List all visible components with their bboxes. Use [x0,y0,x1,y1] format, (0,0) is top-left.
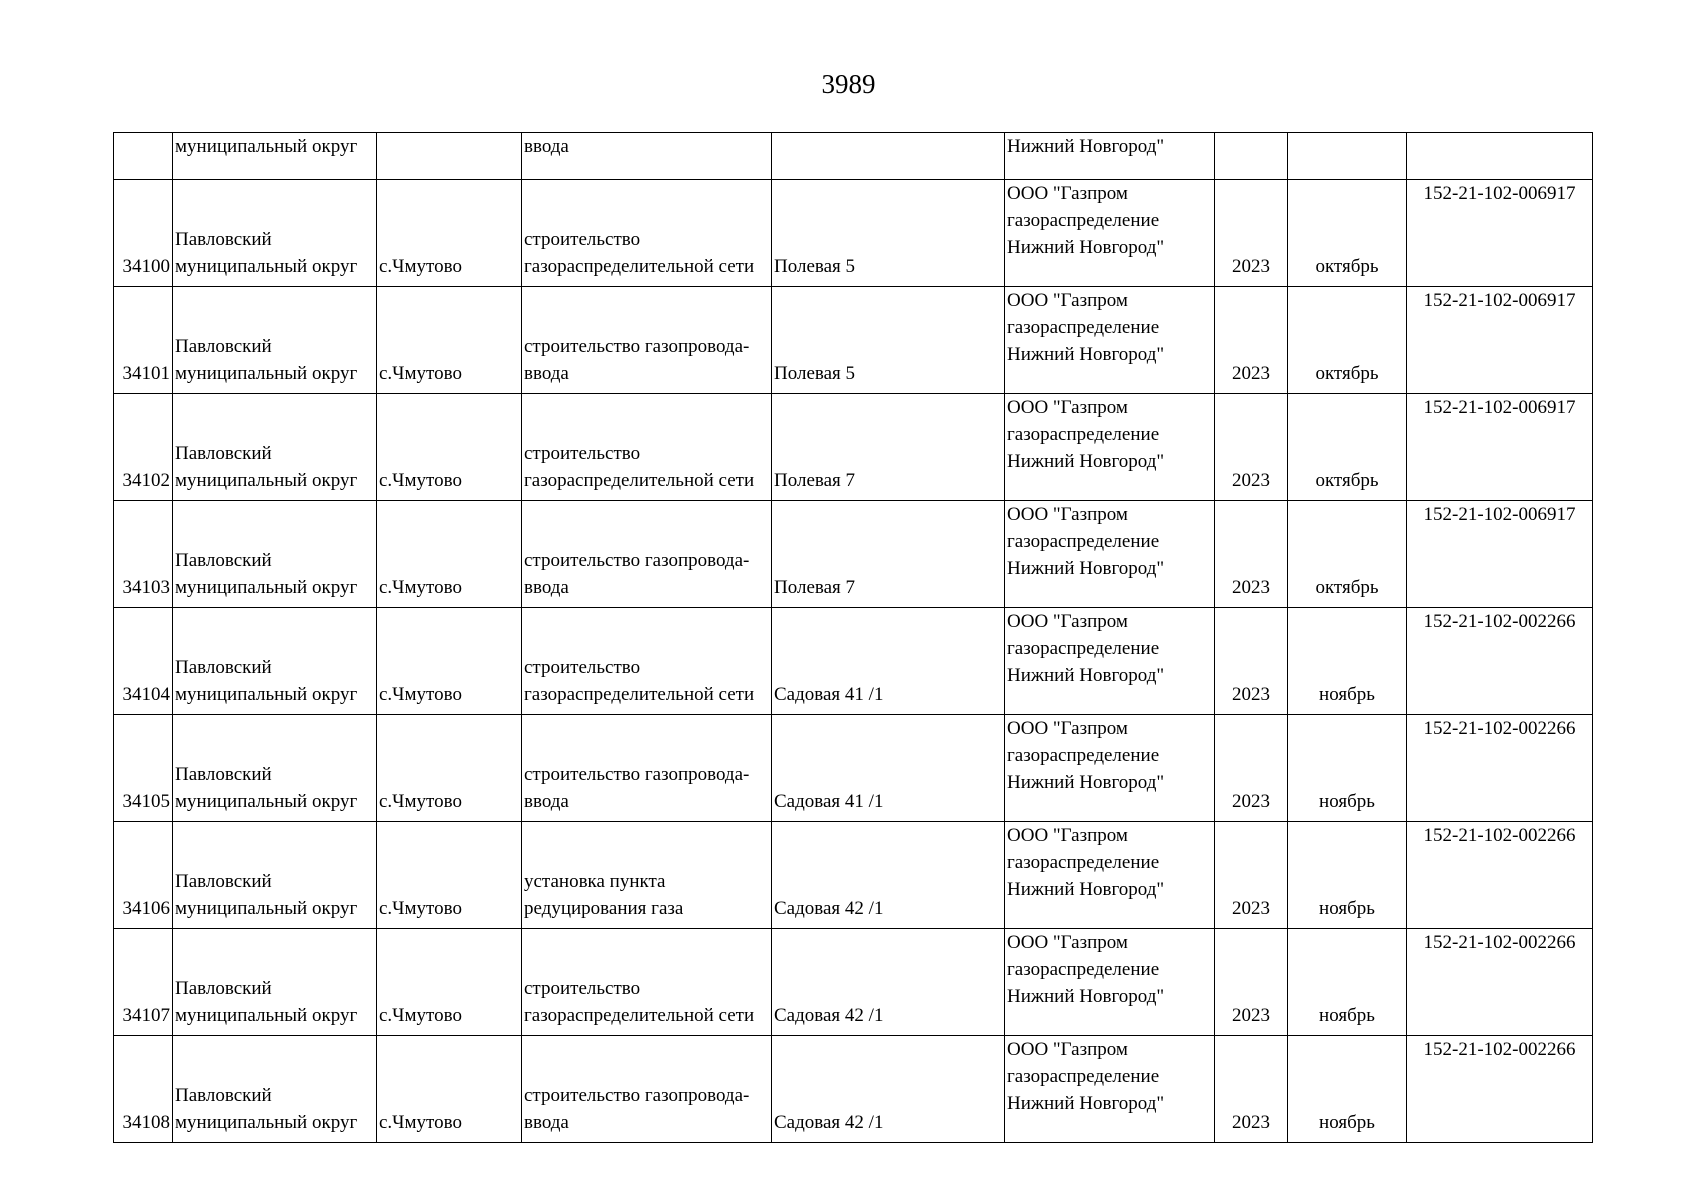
cell-organization-line: ООО "Газпром [1007,290,1128,311]
cell-address: Садовая 42 /1 [772,929,1005,1036]
cell-organization-line: Нижний Новгород" [1007,879,1165,900]
cell-code: 152-21-102-006917 [1407,394,1593,501]
cell-organization [1005,715,1215,822]
cell-work-type-line: ввода [524,363,569,384]
cell-organization-line: ООО "Газпром [1007,932,1128,953]
cell-organization-line: газораспределение [1007,531,1160,552]
cell-organization-line: Нижний Новгород" [1007,558,1165,579]
cell-work-type-line: строительство газопровода- [524,1085,750,1106]
table-body [114,133,1593,1143]
cell-code: 152-21-102-002266 [1407,608,1593,715]
table-row [114,180,1593,287]
cell-month: ноябрь [1288,929,1407,1036]
cell-year: 2023 [1215,715,1288,822]
cell-district-line: Павловский [175,443,272,464]
cell-number: 34105 [114,715,173,822]
cell-code [1407,133,1593,180]
cell-settlement: с.Чмутово [377,1036,522,1143]
cell-month: октябрь [1288,180,1407,287]
cell-organization-line: ООО "Газпром [1007,504,1128,525]
cell-organization [1005,180,1215,287]
cell-number: 34100 [114,180,173,287]
cell-district-line: Павловский [175,550,272,571]
cell-settlement: с.Чмутово [377,287,522,394]
cell-number: 34102 [114,394,173,501]
cell-organization-line: газораспределение [1007,317,1160,338]
cell-organization-line: газораспределение [1007,638,1160,659]
cell-address: Полевая 5 [772,287,1005,394]
cell-month: ноябрь [1288,608,1407,715]
cell-settlement: с.Чмутово [377,394,522,501]
cell-organization-line: газораспределение [1007,424,1160,445]
cell-month: ноябрь [1288,822,1407,929]
cell-work-type-line: газораспределительной сети [524,470,755,491]
cell-month: ноябрь [1288,1036,1407,1143]
cell-code: 152-21-102-002266 [1407,822,1593,929]
cell-number: 34104 [114,608,173,715]
cell-district [173,394,377,501]
cell-district [173,501,377,608]
cell-code: 152-21-102-002266 [1407,715,1593,822]
cell-number: 34101 [114,287,173,394]
cell-year: 2023 [1215,287,1288,394]
cell-work-type [522,1036,772,1143]
cell-work-type-line: газораспределительной сети [524,684,755,705]
cell-work-type-line: ввода [524,791,569,812]
cell-month: октябрь [1288,394,1407,501]
cell-month: октябрь [1288,287,1407,394]
cell-month [1288,133,1407,180]
cell-address: Садовая 41 /1 [772,715,1005,822]
cell-organization-line: газораспределение [1007,959,1160,980]
cell-district [173,822,377,929]
cell-year: 2023 [1215,929,1288,1036]
cell-code: 152-21-102-006917 [1407,501,1593,608]
cell-settlement: с.Чмутово [377,501,522,608]
cell-work-type-line: ввода [524,577,569,598]
cell-organization [1005,394,1215,501]
cell-district-line: Павловский [175,336,272,357]
cell-organization-line: ООО "Газпром [1007,825,1128,846]
cell-settlement: с.Чмутово [377,822,522,929]
table-row [114,608,1593,715]
cell-code: 152-21-102-002266 [1407,1036,1593,1143]
cell-organization [1005,608,1215,715]
cell-organization-line: ООО "Газпром [1007,611,1128,632]
cell-year: 2023 [1215,608,1288,715]
cell-organization-line: газораспределение [1007,210,1160,231]
cell-work-type-line: газораспределительной сети [524,256,755,277]
cell-work-type-line: строительство газопровода- [524,336,750,357]
cell-district-line: муниципальный округ [175,1112,358,1133]
cell-organization-line: газораспределение [1007,745,1160,766]
cell-organization [1005,501,1215,608]
cell-organization-line: Нижний Новгород" [1007,665,1165,686]
cell-organization [1005,1036,1215,1143]
table-row [114,394,1593,501]
cell-organization-line: ООО "Газпром [1007,1039,1128,1060]
cell-organization-line: Нижний Новгород" [1007,451,1165,472]
cell-district-line: Павловский [175,871,272,892]
cell-district-line: муниципальный округ [175,577,358,598]
cell-work-type-line: установка пункта [524,871,666,892]
cell-work-type-line: строительство [524,443,641,464]
cell-district-line: муниципальный округ [175,470,358,491]
cell-code: 152-21-102-006917 [1407,180,1593,287]
cell-organization-line: Нижний Новгород" [1007,1093,1165,1114]
cell-district [173,180,377,287]
cell-address [772,133,1005,180]
cell-settlement: с.Чмутово [377,608,522,715]
cell-district-line: муниципальный округ [175,256,358,277]
cell-district-line: Павловский [175,978,272,999]
cell-year [1215,133,1288,180]
cell-organization: Нижний Новгород" [1005,133,1215,180]
cell-organization [1005,929,1215,1036]
table-row [114,929,1593,1036]
cell-work-type-line: строительство [524,978,641,999]
cell-year: 2023 [1215,501,1288,608]
cell-address: Полевая 7 [772,394,1005,501]
cell-number: 34103 [114,501,173,608]
cell-district-line: муниципальный округ [175,898,358,919]
cell-organization [1005,287,1215,394]
cell-district [173,287,377,394]
cell-code: 152-21-102-002266 [1407,929,1593,1036]
cell-district [173,1036,377,1143]
cell-work-type-line: строительство [524,657,641,678]
cell-work-type [522,608,772,715]
cell-address: Полевая 7 [772,501,1005,608]
cell-number: 34108 [114,1036,173,1143]
cell-address: Садовая 42 /1 [772,1036,1005,1143]
cell-work-type-line: строительство газопровода- [524,764,750,785]
cell-district [173,715,377,822]
cell-number [114,133,173,180]
cell-address: Полевая 5 [772,180,1005,287]
cell-work-type-line: строительство [524,229,641,250]
cell-organization-line: ООО "Газпром [1007,183,1128,204]
cell-work-type [522,501,772,608]
cell-district-line: муниципальный округ [175,684,358,705]
cell-district-line: Павловский [175,764,272,785]
table-row [114,1036,1593,1143]
cell-organization [1005,822,1215,929]
cell-organization-line: Нижний Новгород" [1007,986,1165,1007]
cell-district-line: Павловский [175,657,272,678]
cell-work-type [522,394,772,501]
cell-district-line: Павловский [175,1085,272,1106]
cell-district-line: муниципальный округ [175,791,358,812]
cell-month: октябрь [1288,501,1407,608]
cell-work-type: ввода [522,133,772,180]
table-row [114,715,1593,822]
cell-number: 34107 [114,929,173,1036]
cell-work-type-line: редуцирования газа [524,898,684,919]
cell-district-line: муниципальный округ [175,363,358,384]
cell-district [173,608,377,715]
cell-address: Садовая 42 /1 [772,822,1005,929]
cell-organization-line: Нижний Новгород" [1007,344,1165,365]
cell-work-type [522,715,772,822]
cell-address: Садовая 41 /1 [772,608,1005,715]
cell-number: 34106 [114,822,173,929]
cell-year: 2023 [1215,180,1288,287]
cell-year: 2023 [1215,394,1288,501]
cell-settlement: с.Чмутово [377,929,522,1036]
table-row [114,287,1593,394]
cell-work-type-line: газораспределительной сети [524,1005,755,1026]
page-number: 3989 [821,69,876,99]
cell-year: 2023 [1215,822,1288,929]
cell-district-line: муниципальный округ [175,1005,358,1026]
cell-work-type [522,929,772,1036]
register-table [113,132,1593,1143]
cell-district [173,929,377,1036]
cell-month: ноябрь [1288,715,1407,822]
table-row [114,822,1593,929]
cell-code: 152-21-102-006917 [1407,287,1593,394]
cell-work-type-line: строительство газопровода- [524,550,750,571]
table-row [114,501,1593,608]
cell-organization-line: газораспределение [1007,852,1160,873]
cell-district: муниципальный округ [173,133,377,180]
cell-district-line: Павловский [175,229,272,250]
cell-settlement [377,133,522,180]
cell-work-type [522,287,772,394]
cell-organization-line: ООО "Газпром [1007,397,1128,418]
cell-settlement: с.Чмутово [377,715,522,822]
table-row-continued [114,133,1593,180]
cell-work-type [522,180,772,287]
cell-organization-line: ООО "Газпром [1007,718,1128,739]
cell-year: 2023 [1215,1036,1288,1143]
cell-settlement: с.Чмутово [377,180,522,287]
cell-organization-line: Нижний Новгород" [1007,237,1165,258]
cell-work-type [522,822,772,929]
cell-organization-line: газораспределение [1007,1066,1160,1087]
cell-work-type-line: ввода [524,1112,569,1133]
cell-organization-line: Нижний Новгород" [1007,772,1165,793]
